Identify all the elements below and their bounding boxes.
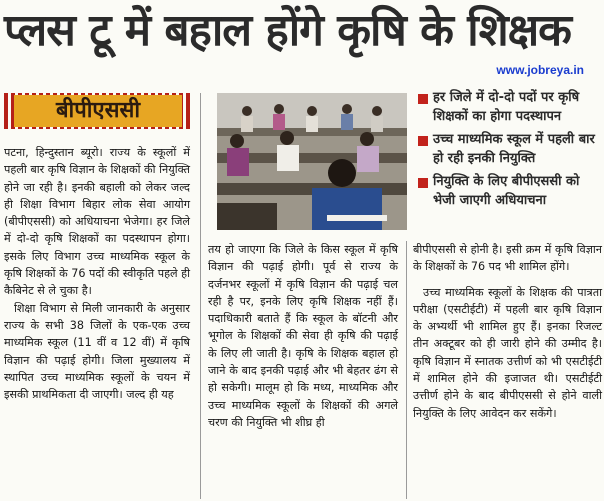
badge-label: बीपीएससी bbox=[14, 95, 182, 127]
students-illustration bbox=[217, 93, 407, 230]
list-item bbox=[418, 172, 604, 210]
section-badge bbox=[4, 93, 192, 129]
paragraph: उच्च माध्यमिक स्कूलों के शिक्षक की पात्रता परीक्षा (एसटीईटी) में पहली बार कृषि विज्ञान के अभ्यर्थी भी शामिल हुए हैं। इनका रिजल्ट तीन अक्टूबर को ही जारी होने की उम्मीद है। कृषि विज्ञान में स्नातक उत्तीर्ण को भी एसटीईटी में शामिल होने की इजाजत थी। एसटीईटी उत्तीर्ण होने के बाद बीपीएससी से होने वाली नियुक्ति के लिए आवेदन कर सकेंगे। bbox=[413, 285, 602, 420]
article-column-1 bbox=[4, 144, 190, 403]
article-column-2 bbox=[208, 241, 398, 431]
column-divider bbox=[406, 241, 407, 499]
classroom-exam-photo bbox=[217, 93, 407, 230]
paragraph: बीपीएससी से होनी है। इसी क्रम में कृषि विज्ञान के शिक्षकों के 76 पद भी शामिल होंगे। bbox=[413, 243, 602, 274]
paragraph: पटना, हिन्दुस्तान ब्यूरो। राज्य के स्कूलों में पहली बार कृषि विज्ञान के शिक्षकों की नियुक्ति होने जा रही है। इनकी बहाली को लेकर जल्द ही शिक्षा विभाग बिहार लोक सेवा आयोग (बीपीएससी) को अधियाचना भेजेगा। हर जिले में दो-दो कृषि शिक्षकों का पदस्थापन होगा। इसके लिए विभाग उच्च माध्यमिक स्कूल के कृषि शिक्षकों के 76 पदों की स्वीकृति पहले ही कैबिनेट से ले चुका है। bbox=[4, 146, 190, 298]
article-column-3 bbox=[413, 241, 602, 422]
highlight-text: हर जिले में दो-दो पदों पर कृषि शिक्षकों का होगा पदस्थापन bbox=[433, 90, 580, 124]
bullet-square-icon bbox=[418, 178, 428, 188]
list-item bbox=[418, 130, 604, 168]
column-divider bbox=[200, 93, 201, 499]
bullet-square-icon bbox=[418, 94, 428, 104]
paragraph: शिक्षा विभाग से मिली जानकारी के अनुसार राज्य के सभी 38 जिलों के एक-एक उच्च माध्यमिक स्कूल (11 वीं व 12 वीं) में कृषि विज्ञान की पढ़ाई होगी। जिला मुख्यालय में स्थापित उच्च माध्यमिक स्कूलों के चयन में इसकी प्राथमिकता दी जाएगी। जल्द ही यह bbox=[4, 301, 190, 402]
headline: प्लस टू में बहाल होंगे कृषि के शिक्षक bbox=[4, 5, 571, 56]
bullet-square-icon bbox=[418, 136, 428, 146]
highlight-text: नियुक्ति के लिए बीपीएससी को भेजी जाएगी अधियाचना bbox=[433, 174, 580, 208]
website-link[interactable]: www.jobreya.in bbox=[496, 63, 584, 77]
highlight-text: उच्च माध्यमिक स्कूल में पहली बार हो रही इनकी नियुक्ति bbox=[433, 132, 595, 166]
highlights-list bbox=[418, 88, 604, 214]
list-item bbox=[418, 88, 604, 126]
paragraph: तय हो जाएगा कि जिले के किस स्कूल में कृषि विज्ञान की पढ़ाई होगी। पूर्व से राज्य के दर्जनभर स्कूलों में कृषि विज्ञान की पढ़ाई चल रही है पर, इनके लिए कृषि शिक्षक नहीं हैं। पदाधिकारी बताते हैं कि स्कूल के बॉटनी और भूगोल के शिक्षकों की सेवा ही कृषि की पढ़ाई के लिए ली जाती है। कृषि के शिक्षक बहाल हो जाने के बाद इनकी पढ़ाई और भी बेहतर ढंग से हो सकेगी। मालूम हो कि मध्य, माध्यमिक और उच्च माध्यमिक स्कूलों के शिक्षकों की अगले चरण की नियुक्ति भी शीघ्र ही bbox=[208, 243, 398, 429]
